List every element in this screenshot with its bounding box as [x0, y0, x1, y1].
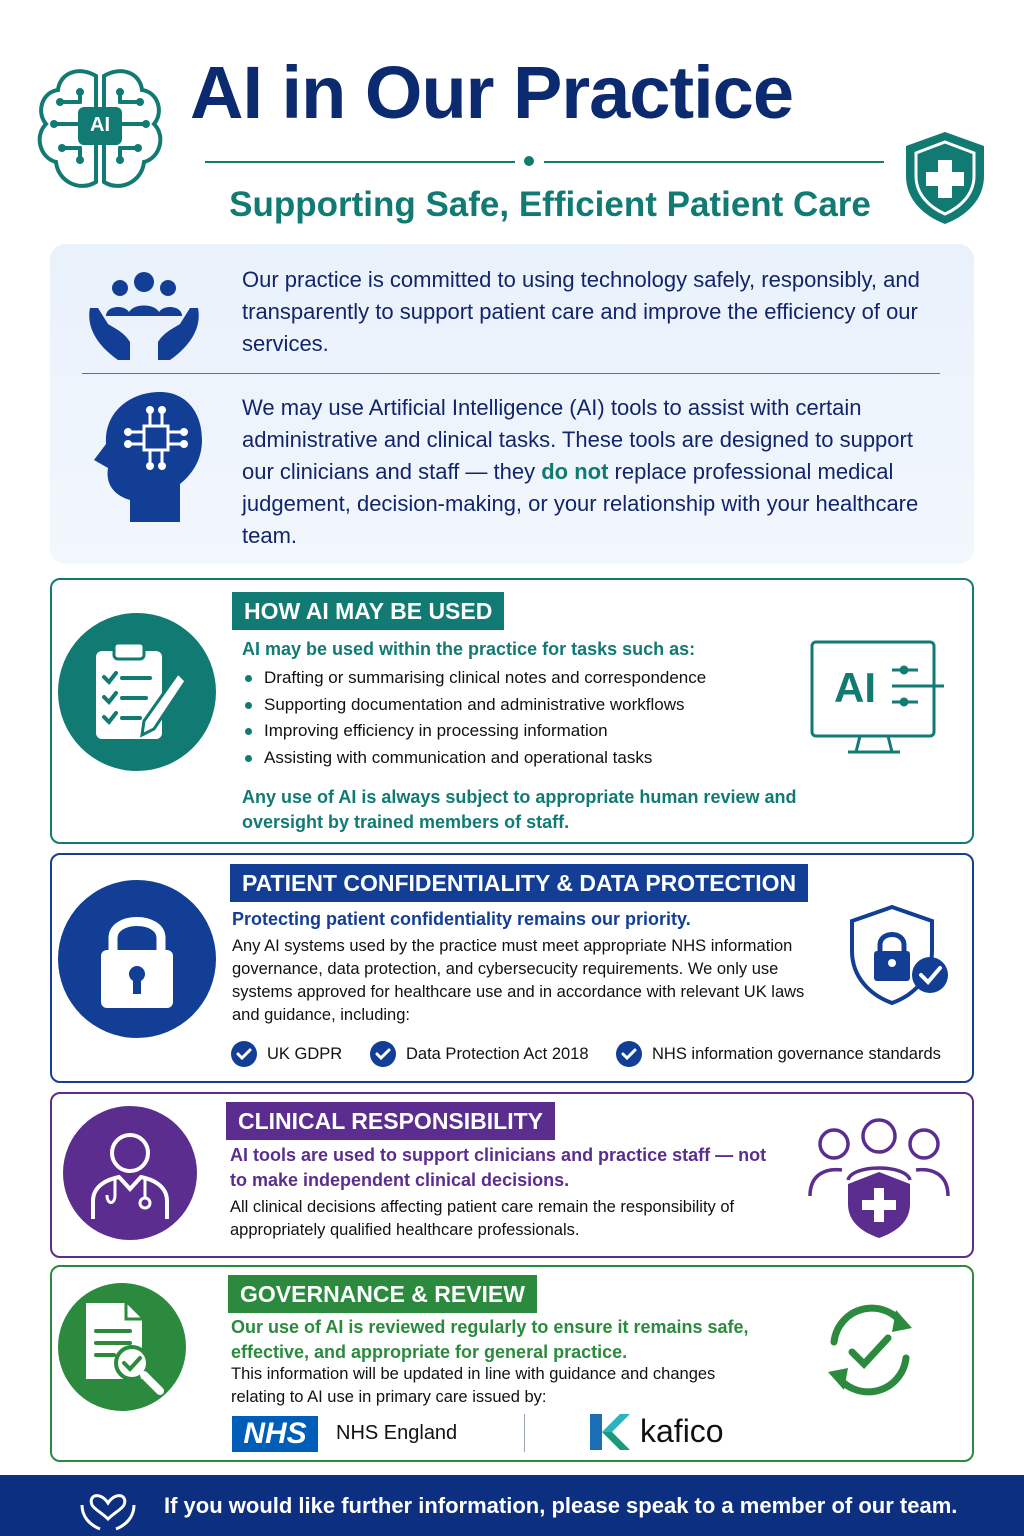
clinical-body: All clinical decisions affecting patient care remain the responsibility of appropriately qualified healthcare professionals. [230, 1198, 735, 1239]
people-in-hands-icon [84, 268, 204, 363]
governance-body: This information will be updated in line with guidance and changes relating to AI use in primary care issued by: [231, 1365, 716, 1406]
list-item: Assisting with communication and operational tasks [242, 745, 802, 772]
brain-badge-label: AI [90, 114, 110, 136]
check-label: NHS information governance standards [652, 1044, 941, 1063]
monitor-ai-label: AI [834, 664, 876, 711]
padlock-icon [87, 904, 187, 1014]
how-ai-heading: HOW AI MAY BE USED [232, 592, 504, 630]
title-rule-left [205, 161, 515, 163]
governance-heading: GOVERNANCE & REVIEW [228, 1275, 537, 1313]
how-ai-lead: AI may be used within the practice for tasks such as: [242, 639, 696, 659]
clinician-stethoscope-icon [85, 1125, 175, 1221]
confidentiality-lead: Protecting patient confidentiality remains our priority. [232, 909, 691, 929]
list-item: Improving efficiency in processing information [242, 718, 802, 745]
clinical-lead: AI tools are used to support clinicians and practice staff — not to make independent clinical decisions. [230, 1145, 767, 1190]
intro-paragraph-2-start: We may use Artificial Intelligence (AI) tools to assist with certain administrative and clinical tasks. These tools are designed to support our clinicians and staff — they [242, 395, 913, 484]
clinician-circle [63, 1106, 197, 1240]
title-rule-right [544, 161, 884, 163]
nhs-logo: NHS [232, 1416, 318, 1452]
intro-paragraph-1: Our practice is committed to using technology safely, responsibly, and transparently to support patient care and improve the efficiency of our services. [242, 267, 920, 356]
clipboard-checklist-icon [82, 637, 192, 747]
document-circle [58, 1283, 186, 1411]
clinical-heading: CLINICAL RESPONSIBILITY [226, 1102, 555, 1140]
check-circle-icon [231, 1041, 257, 1067]
brain-ai-logo [30, 62, 170, 202]
list-item: Drafting or summarising clinical notes and correspondence [242, 665, 802, 692]
ai-monitor-icon [808, 638, 948, 758]
page-title: AI in Our Practice [190, 51, 793, 134]
check-circle-icon [370, 1041, 396, 1067]
lock-circle [58, 880, 216, 1038]
page-subtitle: Supporting Safe, Efficient Patient Care [229, 185, 871, 224]
list-item: Supporting documentation and administrative workflows [242, 692, 802, 719]
team-shield-icon [806, 1114, 952, 1240]
check-nhs-ig [616, 1041, 941, 1067]
check-uk-gdpr [231, 1041, 342, 1067]
how-ai-list [242, 665, 802, 771]
intro-paragraph-2 [242, 392, 932, 552]
kafico-name: kafico [640, 1413, 724, 1449]
footer-bar [0, 1475, 1024, 1536]
confidentiality-body: Any AI systems used by the practice must meet appropriate NHS information governance, data protection, and cybersecucity requirements. We only use systems approved for healthcare use and in accordance with relevant UK laws and guidance, including: [232, 937, 805, 1024]
nhs-england-name: NHS England [336, 1422, 458, 1444]
title-rule-dot [524, 156, 534, 166]
footer-text: If you would like further information, please speak to a member of our team. [164, 1492, 958, 1518]
check-circle-icon [616, 1041, 642, 1067]
intro-highlight: do not [541, 459, 609, 484]
how-ai-note: Any use of AI is always subject to appropriate human review and oversight by trained members of staff. [242, 787, 797, 832]
check-label: Data Protection Act 2018 [406, 1044, 589, 1063]
check-label: UK GDPR [267, 1044, 343, 1063]
logo-divider [524, 1414, 525, 1452]
confidentiality-heading: PATIENT CONFIDENTIALITY & DATA PROTECTION [230, 864, 808, 902]
shield-lock-check-icon [846, 903, 956, 1013]
ai-head-icon [90, 388, 205, 523]
intro-paragraph-2-end: replace professional medical judgement, decision-making, or your relationship with your healthcare team. [242, 459, 919, 548]
governance-lead: Our use of AI is reviewed regularly to ensure it remains safe, effective, and appropriate for general practice. [231, 1317, 749, 1362]
intro-divider [82, 373, 940, 374]
kafico-logo-mark [586, 1410, 630, 1454]
refresh-check-icon [812, 1292, 928, 1408]
clipboard-circle [58, 613, 216, 771]
shield-plus-icon [900, 128, 990, 228]
document-search-check-icon [74, 1297, 170, 1397]
check-dpa-2018 [370, 1041, 589, 1067]
heart-hands-icon [78, 1481, 138, 1531]
